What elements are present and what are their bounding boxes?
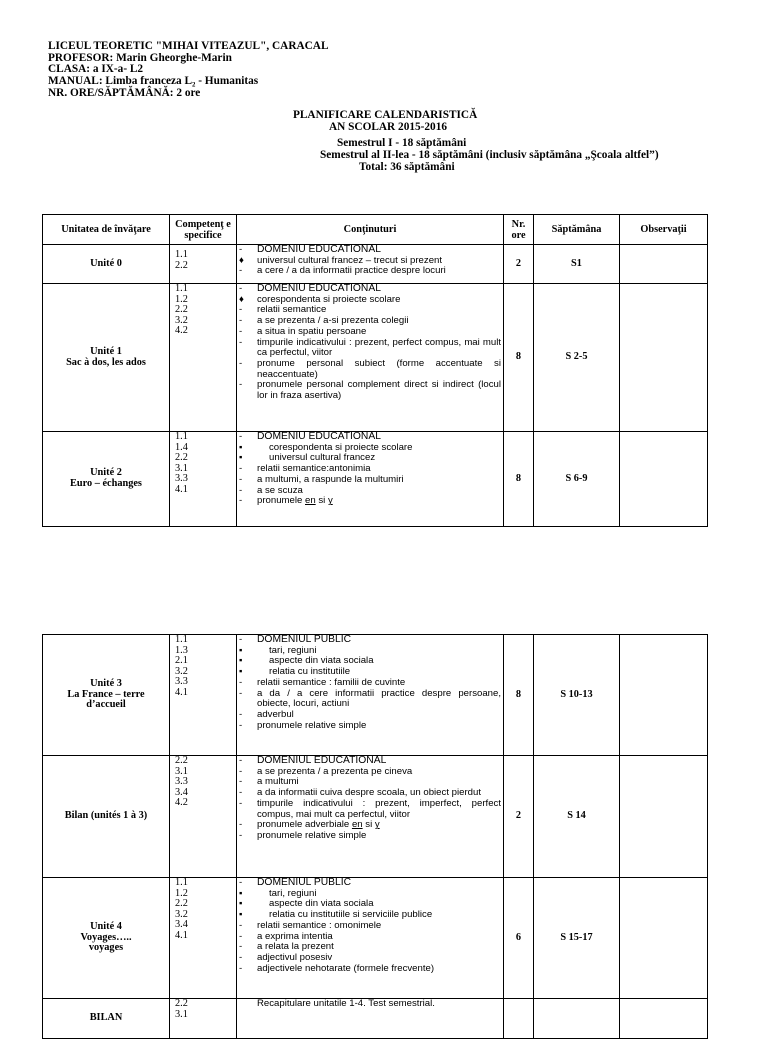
- content-item: [239, 338, 501, 359]
- header-observations: Observaţii: [620, 215, 708, 245]
- observations-cell: [620, 635, 708, 756]
- content-item-marker: -: [239, 325, 243, 337]
- content-item: [239, 964, 501, 975]
- content-item-text: a se prezenta / a prezenta pe cineva: [257, 765, 413, 777]
- observations-cell: [620, 756, 708, 878]
- content-item-text: a situa in spatiu persoane: [257, 325, 367, 337]
- content-item-text: DOMENIU EDUCATIONAL: [257, 244, 381, 255]
- competence-code: 2.2: [175, 998, 188, 1009]
- content-item-text: timpurile indicativului : prezent, perfect compus, mai mult ca perfectul, viitor: [257, 336, 501, 359]
- table-row: [43, 245, 708, 284]
- contents-cell: [237, 284, 504, 432]
- week-cell: [534, 999, 620, 1039]
- competences-cell: [170, 245, 237, 284]
- competence-code: 3.2: [175, 665, 188, 677]
- week-cell: S 6-9: [534, 432, 620, 527]
- hours-cell: 6: [504, 878, 534, 999]
- competence-code: 2.2: [175, 304, 188, 316]
- unit-title-line: Unité 4: [90, 921, 122, 933]
- content-item-marker: -: [239, 951, 243, 963]
- observations-cell: [620, 284, 708, 432]
- content-item-marker: -: [239, 819, 243, 831]
- content-item-text: universul cultural francez – trecut si prezent: [257, 254, 443, 266]
- semester-one: Semestrul I - 18 săptămâni: [337, 137, 467, 149]
- planning-table-page-2: [42, 634, 708, 1039]
- competence-code: 1.1: [175, 249, 188, 260]
- observations-cell: [620, 245, 708, 284]
- competence-code: 4.1: [175, 929, 188, 941]
- unit-title-line: Bilan (unités 1 à 3): [64, 810, 148, 822]
- unit-cell: [43, 999, 170, 1039]
- competence-code: 3.3: [175, 473, 188, 485]
- content-item-marker: -: [239, 283, 243, 294]
- competence-code: 3.4: [175, 786, 188, 798]
- content-item: [239, 380, 501, 401]
- content-item: [239, 266, 501, 277]
- unit-title-line: Unité 3: [90, 678, 122, 690]
- content-item-marker: -: [239, 719, 243, 731]
- content-item-marker: -: [239, 484, 243, 496]
- unit-cell: [43, 432, 170, 527]
- table-row: [43, 756, 708, 878]
- content-item-text: corespondenta si proiecte scolare: [269, 441, 413, 453]
- content-item-text: a da informatii cuiva despre scoala, un obiect pierdut: [257, 787, 481, 799]
- week-cell: S 10-13: [534, 635, 620, 756]
- content-item-marker: ♦: [239, 254, 244, 266]
- competences-cell: [170, 284, 237, 432]
- competence-code: 2.2: [175, 755, 188, 766]
- competences-cell: [170, 878, 237, 999]
- document-header: [48, 41, 329, 100]
- competence-code: 1.1: [175, 877, 188, 888]
- content-item-marker: -: [239, 755, 243, 766]
- hours-cell: 8: [504, 432, 534, 527]
- unit-title-line: Unité 2: [90, 467, 122, 479]
- contents-cell: [237, 245, 504, 284]
- content-item: [239, 496, 501, 507]
- unit-title-line: d’accueil: [86, 699, 126, 711]
- content-item-marker: ▪: [239, 441, 243, 453]
- unit-title-line: voyages: [88, 942, 124, 954]
- content-item-text: relatii semantice : omonimele: [257, 919, 382, 931]
- content-item-text: pronumele en si y: [257, 495, 333, 507]
- unit-title-line: Euro – échanges: [70, 478, 142, 489]
- content-item-text: adjectivul posesiv: [257, 951, 333, 963]
- content-item: [239, 359, 501, 380]
- competence-code: 1.4: [175, 441, 188, 453]
- hours-cell: 2: [504, 245, 534, 284]
- table-row: [43, 284, 708, 432]
- contents-cell: [237, 635, 504, 756]
- competence-code: 4.1: [175, 686, 188, 698]
- content-item: [239, 999, 501, 1010]
- school-year: AN SCOLAR 2015-2016: [329, 121, 447, 133]
- competence-code: 2.2: [175, 452, 188, 464]
- content-item-marker: -: [239, 634, 243, 645]
- unit-title-line: Voyages…..: [80, 931, 132, 943]
- unit-cell: [43, 245, 170, 284]
- hours-cell: 8: [504, 284, 534, 432]
- content-item-marker: -: [239, 930, 243, 942]
- competence-code: 1.1: [175, 283, 188, 294]
- table-row: [43, 635, 708, 756]
- content-item-text: DOMENIUL PUBLIC: [257, 634, 352, 645]
- content-item-text: a se prezenta / a-si prezenta colegii: [257, 315, 409, 327]
- class-name: CLASA: a IX-a- L2: [48, 63, 144, 76]
- content-item-text: a da / a cere informatii practice despre persoane, obiecte, locuri, actiuni: [257, 687, 501, 710]
- content-item-marker: -: [239, 941, 243, 953]
- content-item-marker: -: [239, 431, 243, 442]
- content-item: [239, 799, 501, 820]
- contents-cell: [237, 878, 504, 999]
- content-item-text: tari, regiuni: [269, 887, 317, 899]
- content-item-text: DOMENIUL EDUCATIONAL: [257, 755, 387, 766]
- competence-code: 3.3: [175, 676, 188, 688]
- content-item-text: adverbul: [257, 708, 294, 720]
- unit-title-line: La France – terre: [67, 688, 145, 700]
- header-unit: Unitatea de învăţare: [43, 215, 170, 245]
- competence-code: 2.1: [175, 655, 188, 667]
- content-item-text: a relata la prezent: [257, 941, 334, 953]
- teacher-name: PROFESOR: Marin Gheorghe-Marin: [48, 51, 232, 64]
- hours-cell: [504, 999, 534, 1039]
- unit-title-line: BILAN: [89, 1012, 123, 1024]
- content-item-marker: -: [239, 676, 243, 688]
- content-item-text: a exprima intentia: [257, 930, 333, 942]
- content-item-text: DOMENIU EDUCATIONAL: [257, 431, 381, 442]
- content-item-text: a multumi: [257, 776, 299, 788]
- hours-cell: 2: [504, 756, 534, 878]
- content-item-text: aspecte din viata sociala: [269, 655, 374, 667]
- header-week: Săptămâna: [534, 215, 620, 245]
- content-item-text: aspecte din viata sociala: [269, 898, 374, 910]
- plan-title: PLANIFICARE CALENDARISTICĂ: [293, 109, 478, 121]
- observations-cell: [620, 999, 708, 1039]
- competence-code: 3.1: [175, 1008, 188, 1020]
- header-competences: Competenţ e specifice: [170, 215, 237, 245]
- unit-title-line: Unité 1: [90, 345, 122, 357]
- table-row: [43, 999, 708, 1039]
- content-item: [239, 921, 501, 932]
- content-item-text: Recapitulare unitatile 1-4. Test semestrial.: [257, 998, 435, 1009]
- content-item: [239, 327, 501, 338]
- competences-cell: [170, 756, 237, 878]
- content-item-text: adjectivele nehotarate (formele frecvente): [257, 962, 435, 974]
- week-cell: S 15-17: [534, 878, 620, 999]
- observations-cell: [620, 432, 708, 527]
- hours-cell: 8: [504, 635, 534, 756]
- content-item-marker: ▪: [239, 909, 243, 921]
- content-item-text: relatia cu institutiile: [269, 666, 351, 678]
- content-item-marker: -: [239, 962, 243, 974]
- textbook-name: MANUAL: Limba franceza L₂ - Humanitas: [48, 75, 259, 88]
- content-item-marker: -: [239, 687, 243, 699]
- content-item-text: DOMENIU EDUCATIONAL: [257, 283, 381, 294]
- content-item-marker: -: [239, 797, 243, 809]
- content-item-text: pronumele personal complement direct si indirect (locul lor in fraza asertiva): [257, 379, 501, 402]
- table-row: [43, 432, 708, 527]
- content-item-text: tari, regiuni: [269, 644, 317, 656]
- competence-code: 3.2: [175, 908, 188, 920]
- header-contents: Conţinuturi: [237, 215, 504, 245]
- contents-cell: [237, 756, 504, 878]
- observations-cell: [620, 878, 708, 999]
- week-cell: S 14: [534, 756, 620, 878]
- content-item-marker: ▪: [239, 452, 243, 464]
- content-item-text: universul cultural francez: [269, 452, 376, 464]
- unit-cell: [43, 756, 170, 878]
- school-name: LICEUL TEORETIC "MIHAI VITEAZUL", CARACAL: [48, 40, 329, 52]
- content-item-marker: -: [239, 776, 243, 788]
- unit-title-line: Unité 0: [90, 257, 122, 269]
- content-item-marker: -: [239, 265, 243, 277]
- competence-code: 3.3: [175, 776, 188, 788]
- content-item-marker: ▪: [239, 887, 243, 899]
- competence-code: 1.1: [175, 634, 188, 645]
- unit-cell: [43, 635, 170, 756]
- content-item-marker: ▪: [239, 655, 243, 667]
- table-row: [43, 878, 708, 999]
- total-weeks: Total: 36 săptămâni: [359, 161, 455, 173]
- content-item: [239, 831, 501, 842]
- content-item-marker: -: [239, 357, 243, 369]
- content-item-marker: -: [239, 765, 243, 777]
- competences-cell: [170, 432, 237, 527]
- competence-code: 2.2: [175, 898, 188, 910]
- content-item-text: pronume personal subiect (forme accentuate si neaccentuate): [257, 357, 501, 380]
- hours-per-week: NR. ORE/SĂPTĂMÂNĂ: 2 ore: [48, 86, 201, 99]
- content-item: [239, 475, 501, 486]
- content-item-text: relatii semantice : familii de cuvinte: [257, 676, 406, 688]
- content-item-marker: -: [239, 877, 243, 888]
- competence-code: 4.2: [175, 797, 188, 809]
- competence-code: 1.3: [175, 644, 188, 656]
- content-item-marker: -: [239, 315, 243, 327]
- content-item-marker: -: [239, 304, 243, 316]
- content-item-text: relatii semantice: [257, 304, 327, 316]
- competence-code: 3.4: [175, 919, 188, 931]
- content-item-marker: -: [239, 787, 243, 799]
- content-item-marker: ▪: [239, 898, 243, 910]
- content-item-marker: ▪: [239, 644, 243, 656]
- competences-cell: [170, 999, 237, 1039]
- competence-code: 1.2: [175, 887, 188, 899]
- content-item-marker: -: [239, 829, 243, 841]
- content-item-marker: -: [239, 473, 243, 485]
- content-item-text: a multumi, a raspunde la multumiri: [257, 473, 404, 485]
- competence-code: 2.2: [175, 259, 188, 271]
- content-item-marker: -: [239, 379, 243, 391]
- competence-code: 4.2: [175, 325, 188, 337]
- planning-table-page-1: [42, 214, 708, 527]
- content-item-marker: -: [239, 463, 243, 475]
- content-item-text: a cere / a da informatii practice despre locuri: [257, 265, 446, 277]
- unit-cell: [43, 284, 170, 432]
- content-item-text: corespondenta si proiecte scolare: [257, 293, 401, 305]
- content-item-marker: -: [239, 708, 243, 720]
- competence-code: 3.1: [175, 765, 188, 777]
- content-item-marker: -: [239, 244, 243, 255]
- content-item-text: a se scuza: [257, 484, 303, 496]
- content-item: [239, 721, 501, 732]
- content-item-text: DOMENIUL PUBLIC: [257, 877, 352, 888]
- content-item-text: relatia cu institutiile si serviciile publice: [269, 909, 433, 921]
- content-item-marker: -: [239, 919, 243, 931]
- week-cell: S1: [534, 245, 620, 284]
- content-item-text: timpurile indicativului : prezent, imperfect, perfect compus, mai mult ca perfectul, viitor: [257, 797, 501, 820]
- content-item-text: relatii semantice:antonimia: [257, 463, 371, 475]
- unit-title-line: Sac à dos, les ados: [66, 356, 146, 368]
- competences-cell: [170, 635, 237, 756]
- competence-code: 4.1: [175, 483, 188, 495]
- content-item-text: pronumele adverbiale en si y: [257, 819, 380, 831]
- unit-cell: [43, 878, 170, 999]
- semester-two: Semestrul al II-lea - 18 săptămâni (inclusiv săptămâna „Şcoala altfel”): [320, 149, 659, 161]
- content-item-marker: ▪: [239, 666, 243, 678]
- content-item-text: pronumele relative simple: [257, 719, 367, 731]
- contents-cell: [237, 999, 504, 1039]
- competence-code: 1.2: [175, 293, 188, 305]
- content-item-marker: -: [239, 495, 243, 507]
- content-item: [239, 689, 501, 710]
- competence-code: 1.1: [175, 431, 188, 442]
- content-item-marker: ♦: [239, 293, 244, 305]
- contents-cell: [237, 432, 504, 527]
- content-item-marker: -: [239, 336, 243, 348]
- content-item: [239, 678, 501, 689]
- content-item-marker: [239, 999, 257, 1010]
- week-cell: S 2-5: [534, 284, 620, 432]
- header-hours: Nr. ore: [504, 215, 534, 245]
- competence-code: 3.2: [175, 314, 188, 326]
- competence-code: 3.1: [175, 462, 188, 474]
- content-item-text: pronumele relative simple: [257, 829, 367, 841]
